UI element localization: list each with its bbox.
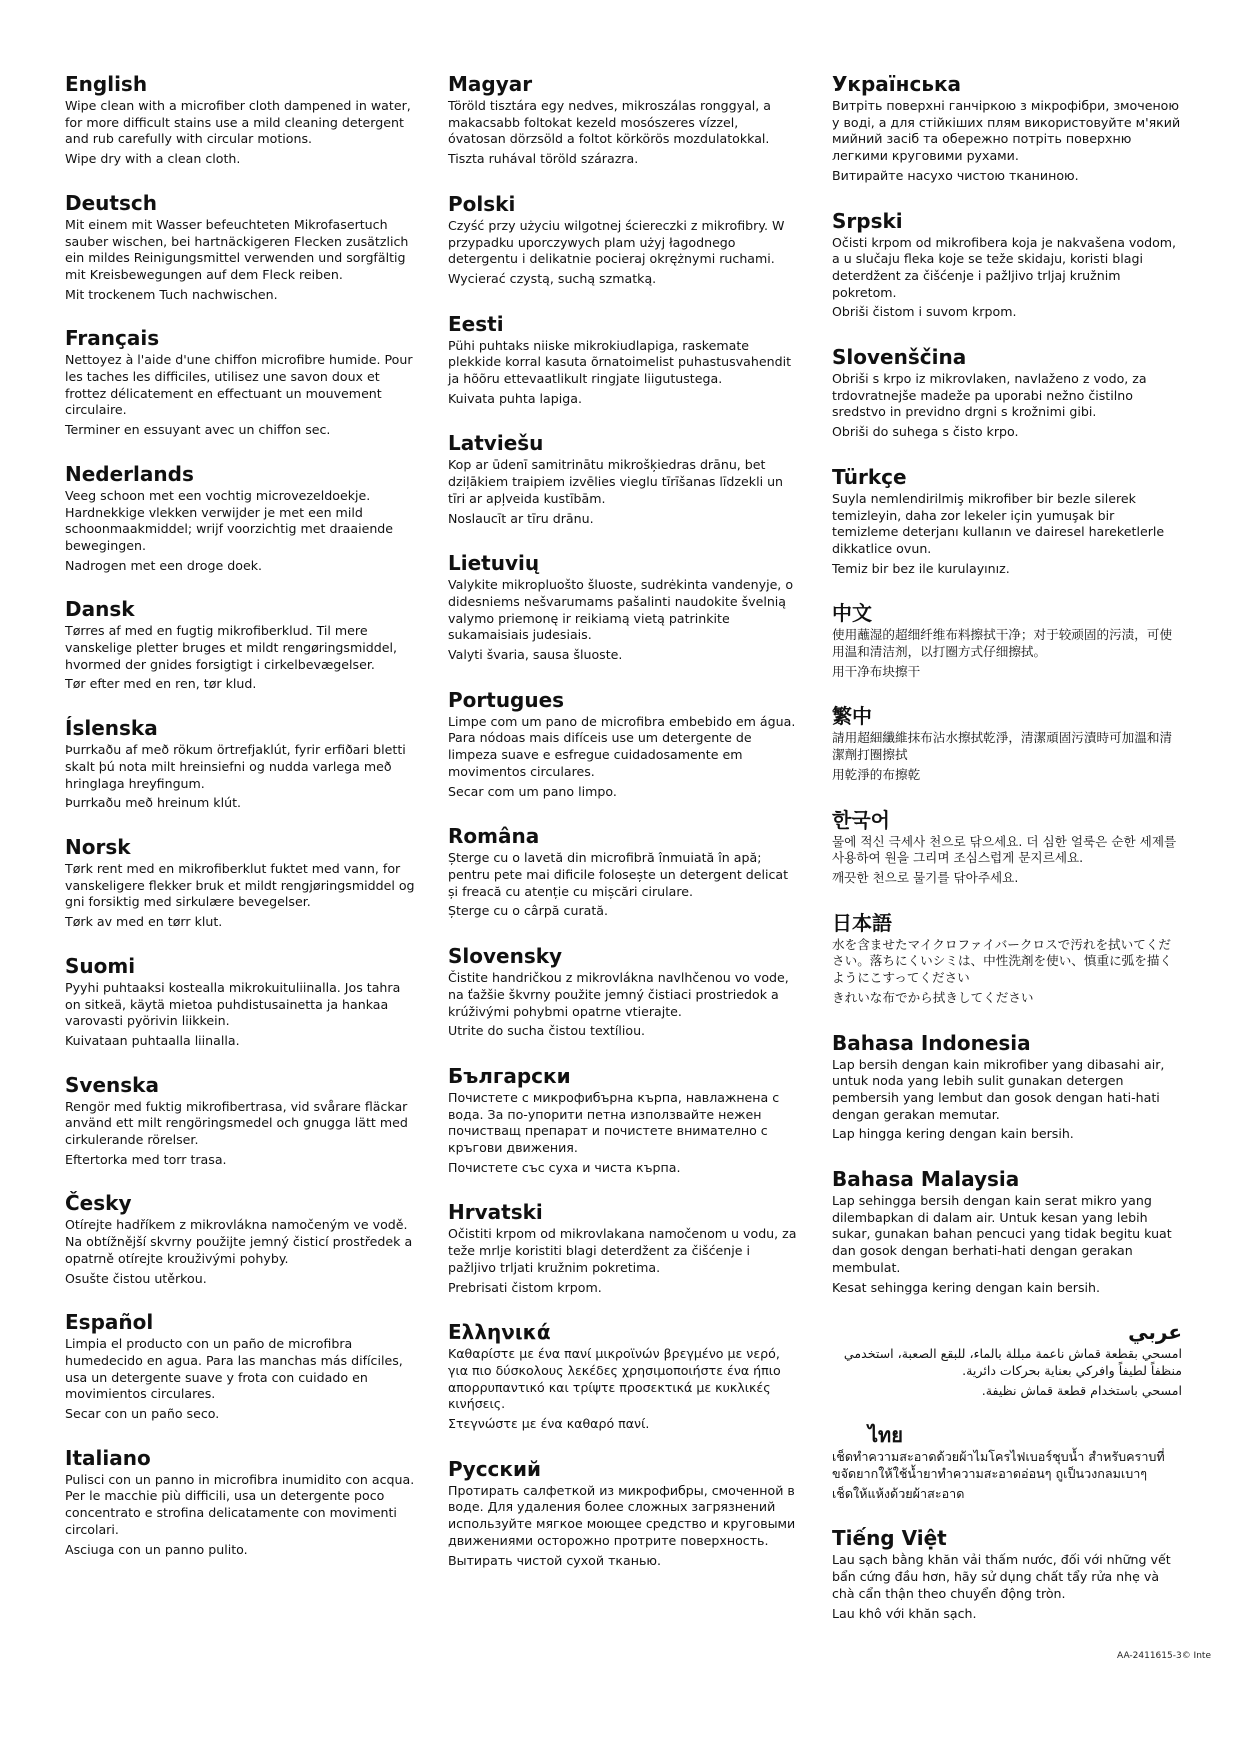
language-heading: Magyar bbox=[448, 72, 533, 96]
language-heading: Українська bbox=[832, 72, 962, 96]
language-section bbox=[65, 1310, 415, 1423]
instruction-text: Obriši s krpo iz mikrovlaken, navlaženo z vodo, za trdovratnejše madeže pa uporabi nežno čistilno sredstvo in previdno drgni s krožnimi gibi. bbox=[832, 371, 1147, 420]
language-heading: Eesti bbox=[448, 311, 504, 336]
language-section bbox=[448, 1457, 798, 1570]
instruction-text: Lap sehingga bersih dengan kain serat mikro yang dilembapkan di dalam air. Untuk kesan yang lebih sukar, gunakan bahan pencuci yang tidak begitu kuat dan gosok dengan berhati-hati dengan gerakan membulat. bbox=[832, 1193, 1172, 1275]
drying-instruction-text: Noslaucīt ar tīru drānu. bbox=[448, 510, 594, 526]
instruction-text: Mit einem mit Wasser befeuchteten Mikrofasertuch sauber wischen, bei hartnäckigeren Flecken zusätzlich ein mildes Reinigungsmittel verwenden und sorgfältig mit Kreisbewegungen auf dem Fleck reiben. bbox=[65, 216, 409, 282]
language-heading: Latviešu bbox=[448, 431, 544, 456]
language-heading: Slovensky bbox=[448, 944, 563, 969]
language-section bbox=[832, 345, 1182, 441]
language-heading: Bahasa Indonesia bbox=[832, 1030, 1031, 1055]
instruction-text: 使用蘸湿的超细纤维布料擦拭干净；对于较顽固的污渍，可使用温和清洁剂，以打圈方式仔细擦拭。 bbox=[832, 627, 1173, 660]
language-section bbox=[448, 431, 798, 527]
language-heading: 繁中 bbox=[832, 704, 872, 729]
language-section bbox=[448, 192, 798, 288]
instruction-text: 水を含ませたマイクロファイバークロスで汚れを拭いてください。落ちにくいシミは、中性洗剤を使い、慎重に弧を描くようにこすってください bbox=[832, 936, 1173, 986]
language-heading: Nederlands bbox=[65, 461, 194, 486]
instruction-text: Șterge cu o lavetă din microfibră înmuiată în apă; pentru pete mai dificile folosește un detergent delicat și freacă cu atenție cu mișcări cirulare. bbox=[448, 850, 789, 899]
drying-instruction-text: Secar con un paño seco. bbox=[65, 1406, 220, 1422]
language-section bbox=[832, 601, 1182, 680]
drying-instruction-text: Obriši čistom i suvom krpom. bbox=[832, 304, 1017, 320]
column-1 bbox=[65, 72, 415, 1581]
document-code: AA-2411615-3© Inte bbox=[1117, 1651, 1211, 1661]
instruction-text: Lap bersih dengan kain mikrofiber yang dibasahi air, untuk noda yang lebih sulit gunakan detergen pembersih yang lembut dan gosok dengan hati-hati dengan gerakan memutar. bbox=[832, 1056, 1165, 1122]
drying-instruction-text: Kuivataan puhtaalla liinalla. bbox=[65, 1032, 240, 1048]
drying-instruction-text: Asciuga con un panno pulito. bbox=[65, 1541, 248, 1557]
instruction-text: Tørk rent med en mikrofiberklut fuktet med vann, for vanskeligere flekker bruk et mildt rengjøringsmiddel og gni forsiktig med sirkulære bevegelser. bbox=[65, 860, 415, 910]
language-section bbox=[832, 1526, 1182, 1622]
drying-instruction-text: Osušte čistou utěrkou. bbox=[65, 1270, 207, 1286]
drying-instruction-text: 깨끗한 천으로 물기를 닦아주세요. bbox=[832, 869, 1019, 885]
instruction-text: Očisti krpom od mikrofibera koja je nakvašena vodom, a u slučaju fleka koje se teže skidaju, koristi blagi deterdžent za čišćenje i pažljivo trljaj kružnim pokretom. bbox=[832, 234, 1177, 300]
drying-instruction-text: Prebrisati čistom krpom. bbox=[448, 1279, 602, 1295]
drying-instruction-text: Wipe dry with a clean cloth. bbox=[65, 151, 241, 167]
language-section bbox=[448, 688, 798, 801]
drying-instruction-text: Tørk av med en tørr klut. bbox=[65, 914, 223, 930]
drying-instruction-text: Nadrogen met een droge doek. bbox=[65, 557, 262, 573]
instruction-text: Витріть поверхні ганчіркою з мікрофібри, змоченою у воді, а для стійкіших плям використовуйте м'який мийний засіб та обережно потріть поверхню легкими круговими рухами. bbox=[832, 98, 1181, 164]
language-heading: ไทย bbox=[868, 1423, 903, 1448]
language-heading: Español bbox=[65, 1310, 154, 1335]
instruction-text: Valykite mikropluošto šluoste, sudrėkinta vandenyje, o didesniems nešvarumams pašalinti naudokite švelnią valymo priemonę ir reikiamą vietą patrinkite sukamaisiais judesiais. bbox=[448, 577, 794, 643]
language-heading: 한국어 bbox=[832, 807, 890, 832]
language-heading: Polski bbox=[448, 191, 516, 216]
language-heading: Svenska bbox=[65, 1072, 159, 1097]
instruction-text: Limpe com um pano de microfibra embebido em água. Para nódoas mais difíceis use um detergente de limpeza suave e esfregue cuidadosamente em movimentos circulares. bbox=[448, 713, 796, 779]
language-heading: Lietuvių bbox=[448, 551, 540, 576]
language-section bbox=[832, 911, 1182, 1007]
drying-instruction-text: Kesat sehingga kering dengan kain bersih. bbox=[832, 1279, 1100, 1295]
language-section bbox=[832, 1031, 1182, 1144]
language-section bbox=[832, 465, 1182, 578]
language-heading: Íslenska bbox=[65, 716, 158, 741]
language-section bbox=[65, 1073, 415, 1169]
language-heading: English bbox=[65, 72, 148, 96]
drying-instruction-text: Temiz bir bez ile kurulayınız. bbox=[832, 560, 1010, 576]
language-heading: Русский bbox=[448, 1456, 542, 1481]
language-section bbox=[448, 1200, 798, 1296]
language-heading: عربي bbox=[1128, 1320, 1182, 1345]
instruction-text: Καθαρίστε με ένα πανί μικροϊνών βρεγμένο με νερό, για πιο δύσκολους λεκέδες χρησιμοποιήστε ένα ήπιο απορρυπαντικό και τρίψτε προσεκτικά με κυκλικές κινήσεις. bbox=[448, 1346, 781, 1412]
language-section bbox=[832, 209, 1182, 322]
language-section bbox=[65, 462, 415, 575]
drying-instruction-text: Utrite do sucha čistou textíliou. bbox=[448, 1023, 646, 1039]
language-heading: Deutsch bbox=[65, 190, 157, 215]
language-section bbox=[832, 1320, 1182, 1399]
language-section bbox=[65, 326, 415, 439]
language-heading: Türkçe bbox=[832, 464, 907, 489]
language-section bbox=[65, 1446, 415, 1559]
drying-instruction-text: きれいな布でから拭きしてください bbox=[832, 989, 1034, 1005]
instruction-text: Töröld tisztára egy nedves, mikroszálas ronggyal, a makacsabb foltokat kezeld mosószeres vízzel, óvatosan dörzsöld a foltot körkörös mozdulatokkal. bbox=[448, 98, 772, 147]
drying-instruction-text: 用干净布块擦干 bbox=[832, 663, 921, 679]
drying-instruction-text: Kuivata puhta lapiga. bbox=[448, 390, 582, 406]
language-section bbox=[832, 808, 1182, 887]
column-3 bbox=[832, 72, 1182, 1646]
language-heading: Dansk bbox=[65, 597, 135, 622]
language-heading: Suomi bbox=[65, 953, 136, 978]
drying-instruction-text: امسحي باستخدام قطعة قماش نظيفة. bbox=[981, 1382, 1182, 1398]
instruction-text: Čistite handričkou z mikrovlákna navlhčenou vo vode, na ťažšie škvrny použite jemný čistiaci prostriedok a krúživými pohybmi opatrne vtierajte. bbox=[448, 970, 789, 1019]
drying-instruction-text: Витирайте насухо чистою тканиною. bbox=[832, 167, 1079, 183]
instruction-text: Veeg schoon met een vochtig microvezeldoekje. Hardnekkige vlekken verwijder je met een mild schoonmaakmiddel; wrijf voorzichtig met draaiende bewegingen. bbox=[65, 487, 394, 553]
drying-instruction-text: 用乾淨的布擦乾 bbox=[832, 766, 921, 782]
instruction-text: امسحي بقطعة قماش ناعمة مبللة بالماء، للبقع الصعبة، استخدمي منظفاً لطيفاً وافركي بعناية بحركات دائرية. bbox=[843, 1346, 1182, 1378]
drying-instruction-text: Obriši do suhega s čisto krpo. bbox=[832, 424, 1019, 440]
drying-instruction-text: Στεγνώστε με ένα καθαρό πανί. bbox=[448, 1416, 650, 1432]
drying-instruction-text: Tør efter med en ren, tør klud. bbox=[65, 676, 257, 692]
drying-instruction-text: เช็ดให้แห้งด้วยผ้าสะอาด bbox=[832, 1485, 965, 1501]
drying-instruction-text: Mit trockenem Tuch nachwischen. bbox=[65, 286, 278, 302]
drying-instruction-text: Șterge cu o cârpă curată. bbox=[448, 903, 608, 919]
instruction-text: Pühi puhtaks niiske mikrokiudlapiga, raskemate plekkide korral kasuta õrnatoimelist puhastusvahendit ja hõõru ettevaatlikult ringjate liigutustega. bbox=[448, 337, 792, 387]
drying-instruction-text: Terminer en essuyant avec un chiffon sec. bbox=[65, 422, 331, 438]
instruction-text: Nettoyez à l'aide d'une chiffon microfibre humide. Pour les taches les difficiles, utilisez une savon doux et frottez délicatement en effectuant un mouvement circulaire. bbox=[65, 352, 413, 418]
language-section bbox=[65, 716, 415, 812]
language-section bbox=[65, 1191, 415, 1287]
language-heading: Hrvatski bbox=[448, 1200, 543, 1225]
language-heading: Bahasa Malaysia bbox=[832, 1167, 1020, 1192]
language-section bbox=[448, 312, 798, 408]
language-section bbox=[832, 1167, 1182, 1296]
language-section bbox=[65, 597, 415, 693]
instruction-text: Czyść przy użyciu wilgotnej ściereczki z mikrofibry. W przypadku uporczywych plam użyj łagodnego detergentu i delikatnie pocieraj okrężnymi ruchami. bbox=[448, 217, 785, 267]
instruction-text: Kop ar ūdenī samitrinātu mikrošķiedras drānu, bet dziļākiem traipiem izvēlies vieglu tīrīšanas līdzekli un tīri ar apļveida kustībām. bbox=[448, 457, 784, 506]
drying-instruction-text: Eftertorka med torr trasa. bbox=[65, 1151, 227, 1167]
instruction-text: 물에 적신 극세사 천으로 닦으세요. 더 심한 얼룩은 순한 세제를 사용하여 원을 그리며 조심스럽게 문지르세요. bbox=[832, 833, 1177, 866]
language-section bbox=[832, 704, 1182, 783]
language-heading: Italiano bbox=[65, 1445, 151, 1470]
language-heading: Srpski bbox=[832, 208, 903, 233]
instruction-text: Þurrkaðu af með rökum örtrefjaklút, fyrir erfiðari bletti skalt þú nota milt hreinsiefni og nudda varlega með hringlaga hreyfingum. bbox=[65, 742, 406, 791]
drying-instruction-text: Secar com um pano limpo. bbox=[448, 783, 617, 799]
instruction-text: Očistiti krpom od mikrovlakana namočenom u vodu, za teže mrlje koristiti blagi deterdžent za čišćenje i pažljivo trljati kružnim pokretima. bbox=[448, 1226, 797, 1275]
instruction-text: Limpia el producto con un paño de microfibra humedecido en agua. Para las manchas más difíciles, usa un detergente suave y frota con cuidado en movimientos circulares. bbox=[65, 1336, 403, 1402]
language-section bbox=[65, 835, 415, 931]
drying-instruction-text: Почистете със суха и чиста кърпа. bbox=[448, 1159, 681, 1175]
language-section bbox=[448, 72, 798, 168]
language-section bbox=[65, 954, 415, 1050]
language-heading: Româna bbox=[448, 824, 540, 849]
language-heading: Français bbox=[65, 326, 160, 351]
instruction-text: Tørres af med en fugtig mikrofiberklud. Til mere vanskelige pletter bruges et mildt rengøringsmiddel, hvormed der gnides forsigtigt i cirkelbevægelser. bbox=[65, 623, 397, 672]
instruction-text: Pulisci con un panno in microfibra inumidito con acqua. Per le macchie più difficili, usa un detergente poco concentrato e strofina delicatamente con movimenti circolari. bbox=[65, 1471, 415, 1537]
language-section bbox=[448, 944, 798, 1040]
instruction-text: Rengör med fuktig mikrofibertrasa, vid svårare fläckar använd ett milt rengöringsmedel och gnugga lätt med cirkulerande rörelser. bbox=[65, 1098, 408, 1148]
language-heading: Български bbox=[448, 1063, 571, 1088]
language-section bbox=[448, 1064, 798, 1177]
language-section bbox=[832, 1423, 1182, 1502]
instruction-text: Suyla nemlendirilmiş mikrofiber bir bezle silerek temizleyin, daha zor lekeler için yumuşak bir temizleme deterjanı kullanın ve dairesel hareketlerle dikkatlice ovun. bbox=[832, 490, 1165, 556]
language-section bbox=[832, 72, 1182, 185]
column-2 bbox=[448, 72, 798, 1593]
language-section bbox=[65, 191, 415, 304]
language-heading: Tiếng Việt bbox=[832, 1526, 947, 1551]
drying-instruction-text: Lau khô với khăn sạch. bbox=[832, 1605, 977, 1621]
drying-instruction-text: Tiszta ruhával töröld szárazra. bbox=[448, 151, 639, 167]
language-section bbox=[448, 824, 798, 920]
instruction-text: Wipe clean with a microfiber cloth dampened in water, for more difficult stains use a mild cleaning detergent and rub carefully with circular motions. bbox=[65, 98, 411, 147]
language-heading: Portugues bbox=[448, 687, 565, 712]
drying-instruction-text: Þurrkaðu með hreinum klút. bbox=[65, 795, 242, 811]
language-heading: Slovenščina bbox=[832, 345, 967, 370]
instruction-text: 請用超細纖維抹布沾水擦拭乾淨，清潔頑固污漬時可加溫和清潔劑打圈擦拭 bbox=[832, 730, 1173, 763]
instruction-text: Pyyhi puhtaaksi kostealla mikrokuituliinalla. Jos tahra on sitkeä, käytä mietoa puhdistusainetta ja hankaa varovasti pyörivin liikkein. bbox=[65, 979, 401, 1029]
instruction-text: Почистете с микрофибърна кърпа, навлажнена с вода. За по-упорити петна използвайте нежен почистващ препарат и почистете внимателно с кръгови движения. bbox=[448, 1089, 780, 1156]
drying-instruction-text: Lap hingga kering dengan kain bersih. bbox=[832, 1126, 1074, 1142]
language-section bbox=[65, 72, 415, 168]
language-heading: Česky bbox=[65, 1191, 132, 1216]
drying-instruction-text: Valyti švaria, sausa šluoste. bbox=[448, 647, 623, 663]
instruction-text: Lau sạch bằng khăn vải thấm nước, đối với những vết bẩn cứng đầu hơn, hãy sử dụng chất tẩy rửa nhẹ và chà cẩn thận theo chuyển động tròn. bbox=[832, 1552, 1171, 1601]
instruction-text: เช็ดทำความสะอาดด้วยผ้าไมโครไฟเบอร์ชุบน้ำ สำหรับคราบที่ขจัดยากให้ใช้น้ำยาทำความสะอาดอ่อนๆ ถูเป็นวงกลมเบาๆ bbox=[832, 1449, 1165, 1482]
drying-instruction-text: Вытирать чистой сухой тканью. bbox=[448, 1552, 661, 1568]
language-heading: 中文 bbox=[832, 601, 872, 626]
instruction-text: Протирать салфеткой из микрофибры, смоченной в воде. Для удаления более сложных загрязнений используйте мягкое моющее средство и круговыми движениями осторожно протрите поверхность. bbox=[448, 1482, 796, 1548]
language-heading: 日本語 bbox=[832, 910, 892, 935]
drying-instruction-text: Wycierać czystą, suchą szmatką. bbox=[448, 270, 657, 286]
language-section bbox=[448, 1320, 798, 1433]
language-heading: Ελληνικά bbox=[448, 1320, 551, 1345]
language-section bbox=[448, 551, 798, 664]
instruction-text: Otírejte hadříkem z mikrovlákna namočeným ve vodě. Na obtížnější skvrny použijte jemný čisticí prostředek a opatrně otírejte krouživými pohyby. bbox=[65, 1217, 413, 1266]
language-heading: Norsk bbox=[65, 834, 131, 859]
